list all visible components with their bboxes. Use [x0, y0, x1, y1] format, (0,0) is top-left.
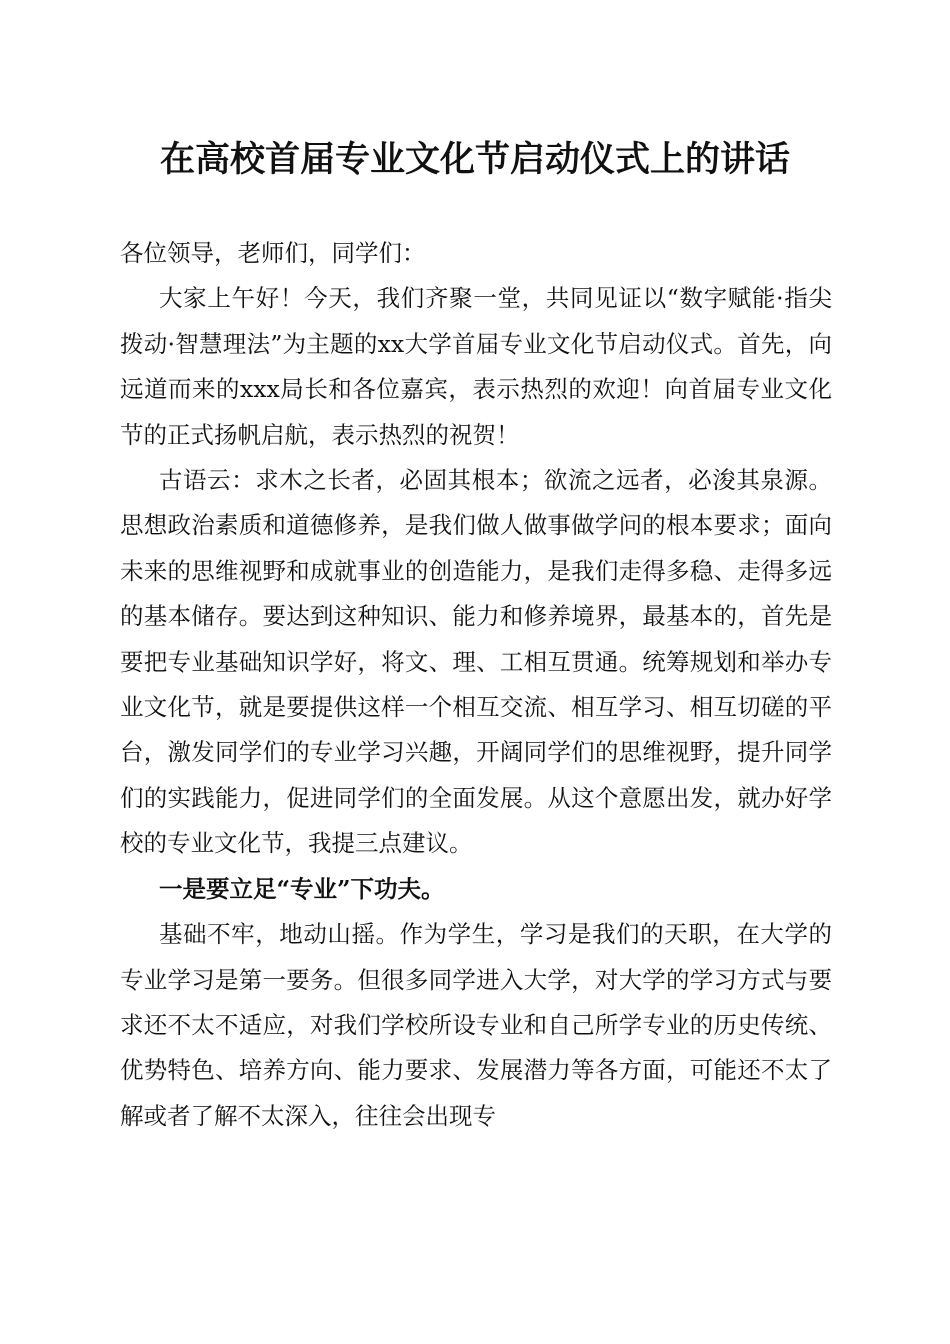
paragraph-greeting: 大家上午好！今天，我们齐聚一堂，共同见证以“数字赋能·指尖拨动·智慧理法”为主题的xx大学首届专业文化节启动仪式。首先，向远道而来的xxx局长和各位嘉宾，表示热烈的欢迎！向首届专业文化节的正式扬帆启航，表示热烈的祝贺！ — [120, 284, 832, 449]
salutation: 各位领导，老师们，同学们： — [120, 239, 426, 267]
document-title: 在高校首届专业文化节启动仪式上的讲话 — [159, 139, 790, 180]
section-heading-1: 一是要立足“专业”下功夫。 — [159, 874, 445, 903]
paragraph-foundation: 基础不牢，地动山摇。作为学生，学习是我们的天职，在大学的专业学习是第一要务。但很多同学进入大学，对大学的学习方式与要求还不太不适应，对我们学校所设专业和自己所学专业的历史传统、优势特色、培养方向、能力要求、发展潜力等各方面，可能还不太了解或者了解不太深入，往往会出现专 — [120, 920, 832, 1130]
document-body — [120, 231, 832, 1139]
paragraph-proverb: 古语云：求木之长者，必固其根本；欲流之远者，必浚其泉源。思想政治素质和道德修养，是我们做人做事做学问的根本要求；面向未来的思维视野和成就事业的创造能力，是我们走得多稳、走得多远的基本储存。要达到这种知识、能力和修养境界，最基本的，首先是要把专业基础知识学好，将文、理、工相互贯通。统筹规划和举办专业文化节，就是要提供这样一个相互交流、相互学习、相互切磋的平台，激发同学们的专业学习兴趣，开阔同学们的思维视野，提升同学们的实践能力，促进同学们的全面发展。从这个意愿出发，就办好学校的专业文化节，我提三点建议。 — [120, 466, 832, 858]
